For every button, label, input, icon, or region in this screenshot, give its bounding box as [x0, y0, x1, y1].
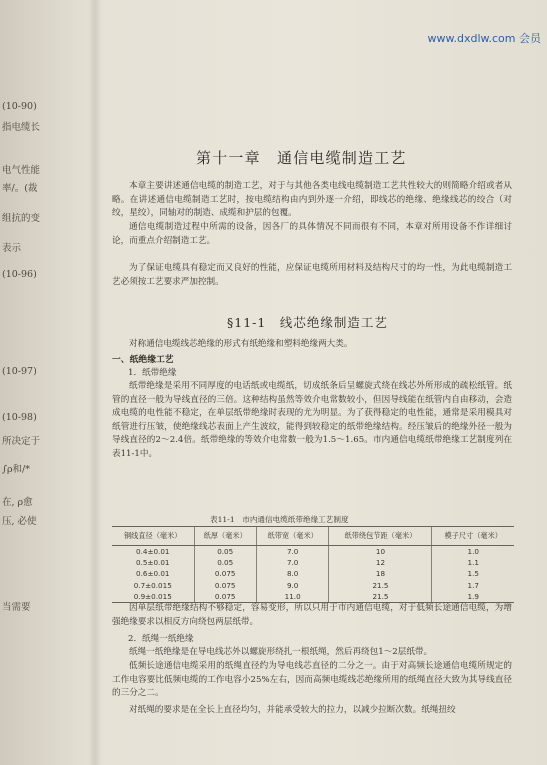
table-header: 铜线直径（毫米）	[112, 527, 194, 546]
table-cell: 18	[329, 568, 432, 579]
paper-tape-paragraph: 纸带绝缘是采用不同厚度的电话纸或电缆纸，切成纸条后呈螺旋式绕在线芯外所形成的疏松纸管。纸管的直径一般为导线直径的三倍。这种结构虽然等效介电常数较小，但因导线能在纸管内自由移动，会造成电缆的电性能不稳定，在单层纸带绝缘时表现的尤为明显。为了获得稳定的电性能，通常是采用模具对纸管进行压皱，使绝缘线芯表面上产生波纹，能得到较稳定的纸带绝缘结构。经压皱后的绝缘外径一般为导线直径的2～2.4倍。纸带绝缘的等效介电常数一般为1.5～1.65。市内通信电缆纸带绝缘工艺制度列在表11-1中。	[112, 381, 512, 459]
intro-paragraph: 本章主要讲述通信电缆的制造工艺，对于与其他各类电线电缆制造工艺共性较大的则简略介绍或者从略。在讲述通信电缆制造工艺时，按电缆结构由内到外逐一介绍，即线芯的绝缘、绝缘线芯的绞合（对绞，星绞），同轴对的制造、成缆和护层的包覆。	[112, 181, 512, 219]
table-cell: 1.1	[432, 557, 514, 568]
section-title: §11-1 线芯绝缘制造工艺	[227, 315, 388, 330]
table-caption: 表11-1 市内通信电缆纸带绝缘工艺制度	[210, 515, 349, 524]
table-row	[112, 546, 514, 558]
table-cell: 21.5	[329, 580, 432, 591]
table-cell: 0.075	[194, 568, 256, 579]
margin-note: 电气性能	[2, 165, 41, 176]
table-cell: 0.6±0.01	[136, 569, 170, 579]
table-cell: 0.05	[194, 557, 256, 568]
margin-note: 率/。(裁	[2, 183, 38, 194]
margin-note: 在, ρ愈	[2, 497, 33, 508]
intro-paragraph: 为了保证电缆具有稳定而又良好的性能，应保证电缆所用材料及结构尺寸的均一性，为此电缆制造工艺必须按工艺要求严加控制。	[112, 263, 512, 287]
cord-diameter-paragraph: 低频长途通信电缆采用的纸绳直径约为导电线芯直径的二分之一。由于对高频长途通信电缆所规定的工作电容要比低频电缆的工作电容小25%左右，因而高频电缆线芯绝缘所用的纸绳直径大致为其导线直径的三分之二。	[112, 661, 512, 699]
table-cell: 0.9±0.015	[112, 591, 194, 603]
margin-note: 表示	[2, 243, 22, 254]
table-row	[112, 557, 514, 568]
table-cell: 8.0	[256, 568, 329, 579]
table-row	[112, 580, 514, 591]
page-fold-shadow	[88, 0, 102, 765]
subheading-paper-tape: 1．纸带绝缘	[128, 368, 177, 378]
table-cell: 0.05	[194, 546, 256, 558]
margin-note: 当需要	[2, 602, 31, 613]
table-header: 纸带宽（毫米）	[256, 527, 329, 546]
margin-note: (10-97)	[2, 366, 37, 377]
paper-cord-paragraph: 纸绳一纸绝缘是在导电线芯外以螺旋形绕扎一根纸绳，然后再绕包1～2层纸带。	[129, 647, 433, 657]
table-header: 模子尺寸（毫米）	[432, 527, 514, 546]
subheading-paper-cord: 2．纸绳一纸绝缘	[128, 634, 194, 644]
table-cell: 0.075	[194, 591, 256, 603]
table-cell: 12	[329, 557, 432, 568]
margin-note: 指电缆长	[2, 122, 41, 133]
table-cell: 10	[329, 546, 432, 558]
margin-note: (10-90)	[2, 101, 37, 112]
table-header: 纸带绕包节距（毫米）	[329, 527, 432, 546]
table-cell: 1.0	[432, 546, 514, 558]
chapter-title: 第十一章 通信电缆制造工艺	[196, 149, 407, 167]
table-cell: 7.0	[256, 546, 329, 558]
table-cell: 9.0	[256, 580, 329, 591]
heading-paper-insulation: 一、纸绝缘工艺	[112, 355, 174, 365]
table-cell: 7.0	[256, 557, 329, 568]
insulation-table	[112, 526, 514, 603]
table-cell: 1.9	[432, 591, 514, 603]
table-cell: 0.5±0.01	[136, 558, 170, 568]
cord-requirement-paragraph: 对纸绳的要求是在全长上直径均匀，并能承受较大的拉力，以减少拉断次数。纸绳扭绞	[129, 705, 456, 715]
table-row	[112, 591, 514, 603]
table-cell: 1.7	[432, 580, 514, 591]
margin-note: 压, 必使	[2, 516, 37, 527]
single-layer-paragraph: 因单层纸带绝缘结构不够稳定，容易变形，所以只用于市内通信电缆，对于低频长途通信电缆，为增强绝缘要求以相反方向绕包两层纸带。	[112, 603, 512, 627]
table-cell: 11.0	[256, 591, 329, 603]
table-header: 纸厚（毫米）	[194, 527, 256, 546]
margin-note: 所决定于	[2, 436, 41, 447]
watermark-text: www.dxdlw.com 会员	[427, 32, 541, 45]
table-cell: 0.4±0.01	[136, 547, 170, 557]
intro-paragraph: 通信电缆制造过程中所需的设备，因各厂的具体情况不同而很有不同，本章对所用设备不作详细讨论，而重点介绍制造工艺。	[112, 222, 512, 246]
margin-note: ∫ρ和/*	[2, 464, 30, 475]
table-header-row	[112, 527, 514, 546]
table-cell: 0.7±0.015	[133, 580, 172, 590]
table-cell: 0.075	[194, 580, 256, 591]
margin-note: (10-96)	[2, 269, 37, 280]
table-row	[112, 568, 514, 579]
previous-page-margin	[0, 0, 86, 765]
table-cell: 21.5	[329, 591, 432, 603]
margin-note: (10-98)	[2, 412, 37, 423]
table-cell: 1.5	[432, 568, 514, 579]
section-intro: 对称通信电缆线芯绝缘的形式有纸绝缘和塑料绝缘两大类。	[129, 339, 353, 349]
margin-note: 组抗的变	[2, 213, 41, 224]
